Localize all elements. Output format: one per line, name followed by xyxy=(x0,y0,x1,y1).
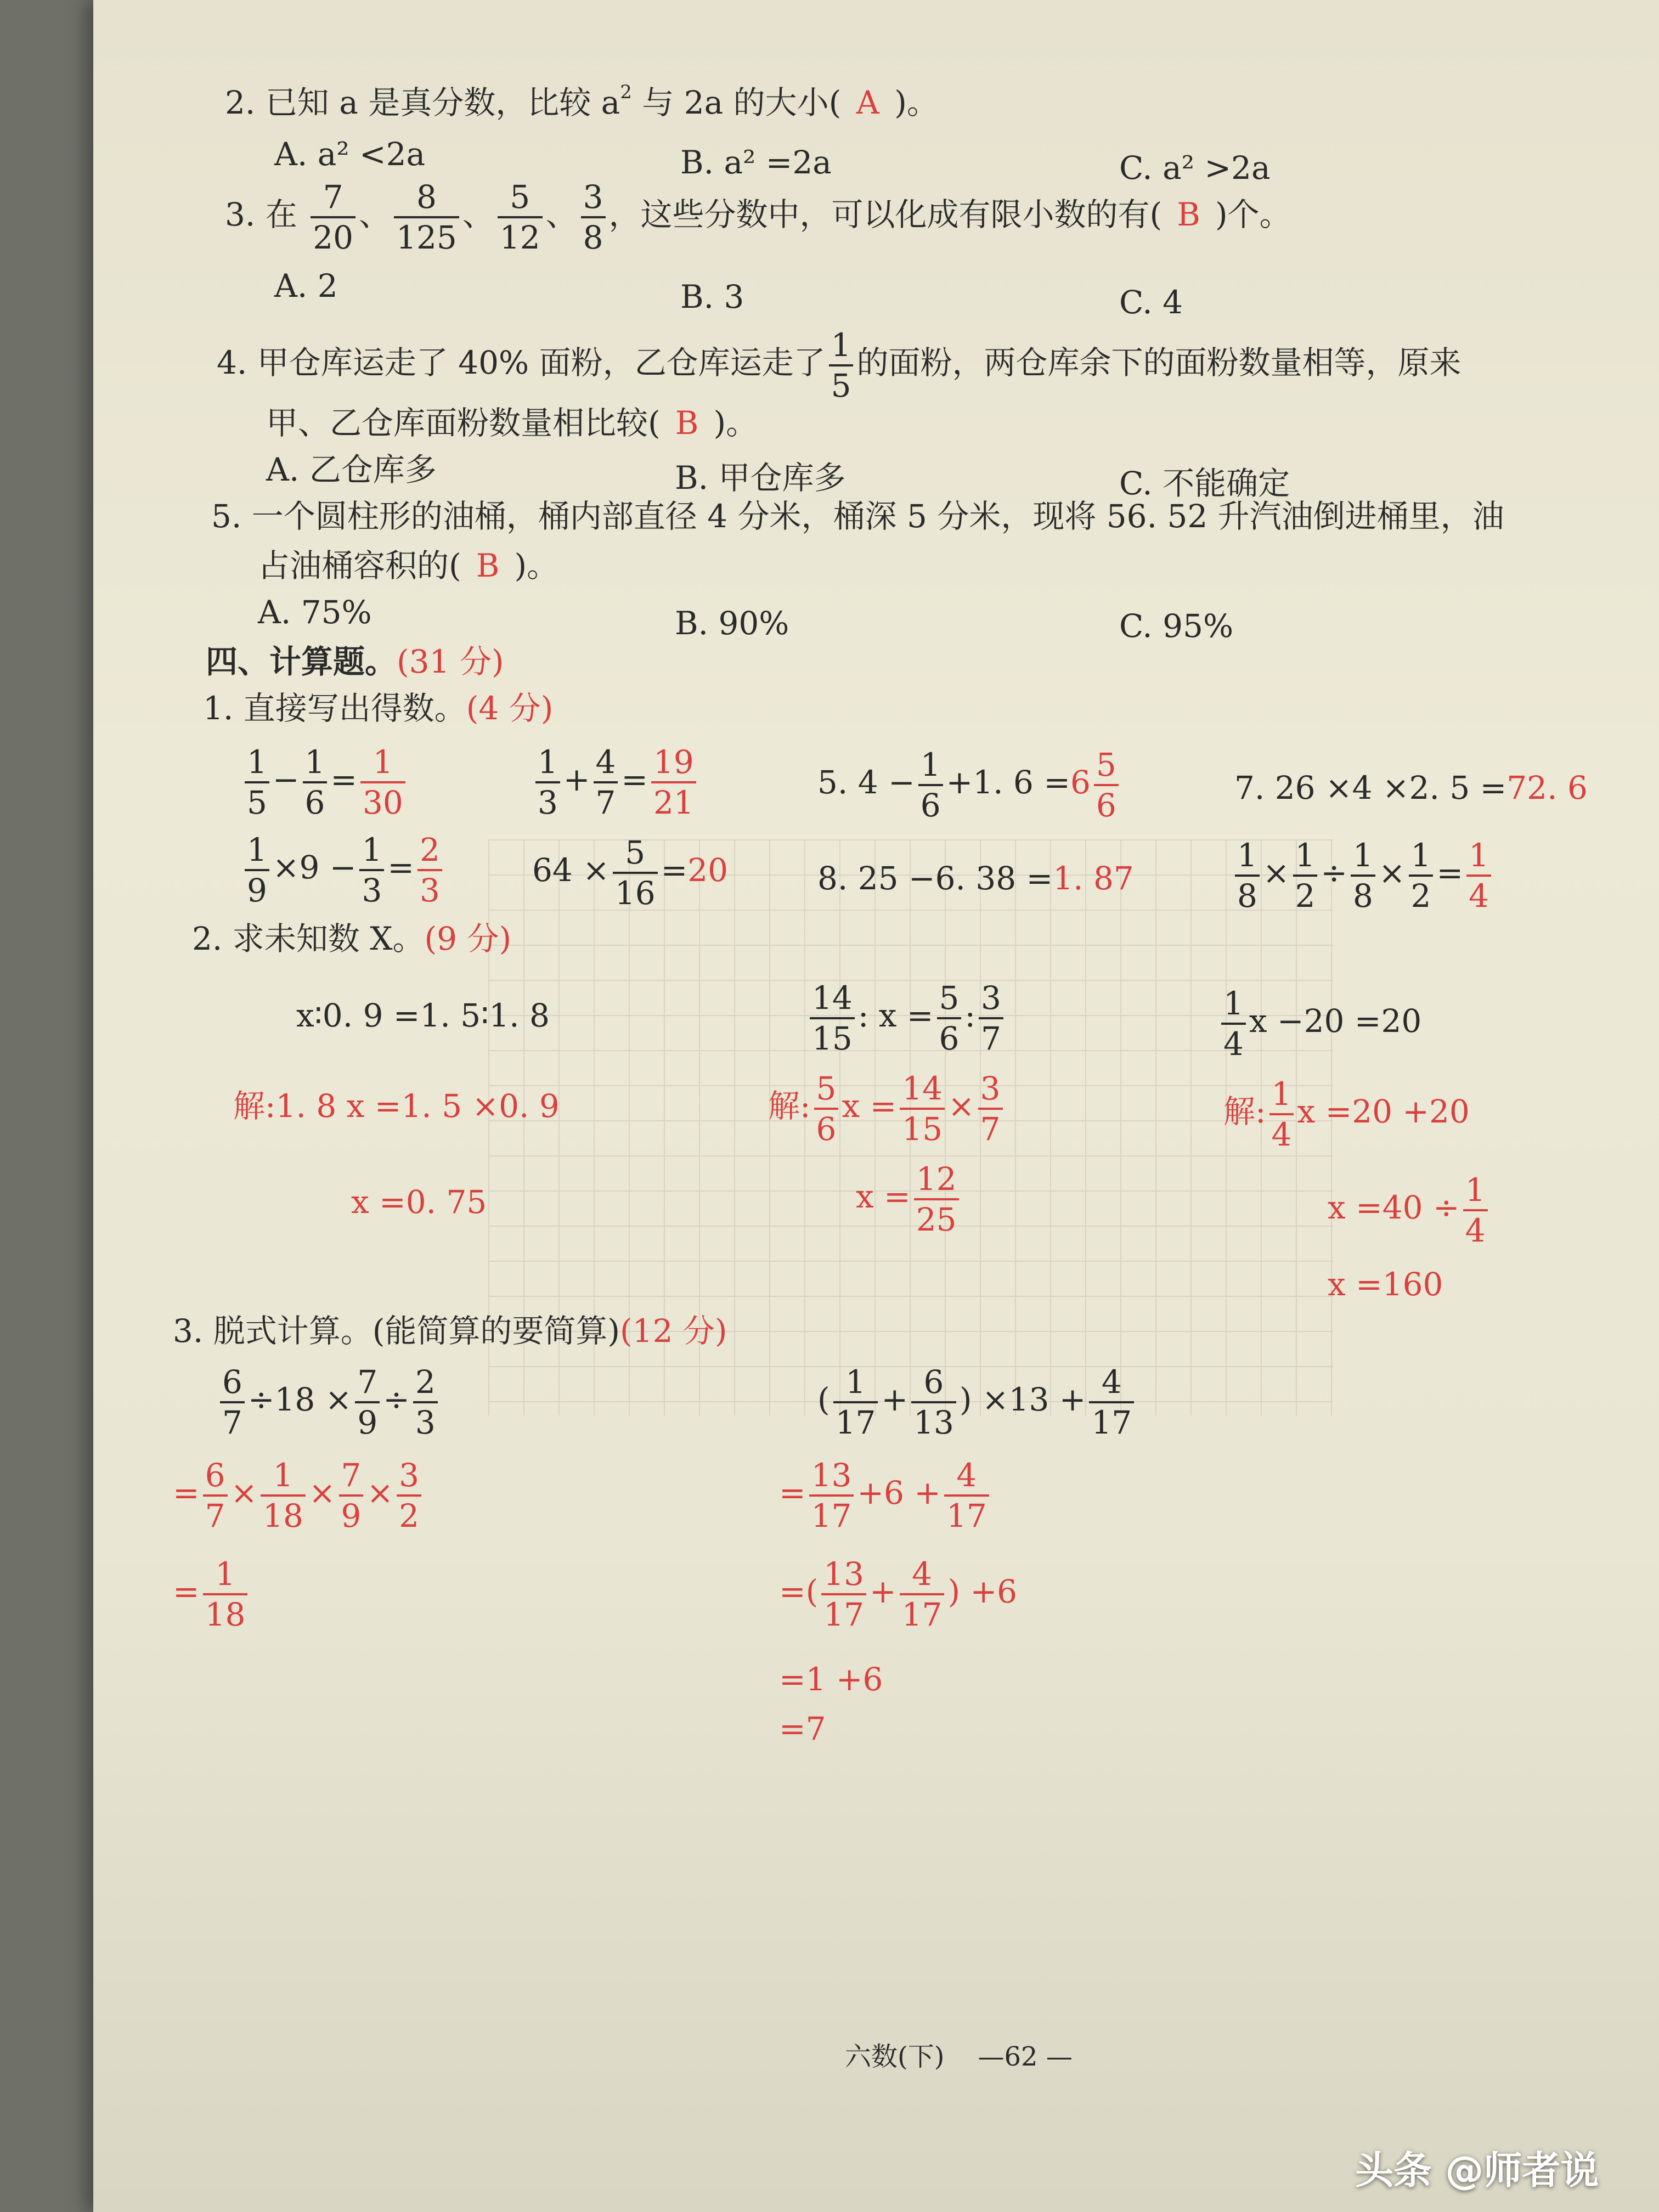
q5-option-c: C. 95% xyxy=(1119,607,1234,645)
q2-option-c: C. a² >2a xyxy=(1119,149,1271,187)
section-4-heading: 四、计算题。(31 分) xyxy=(206,643,504,680)
q5-option-b: B. 90% xyxy=(675,605,789,642)
page-number: —62 — xyxy=(978,2041,1073,2072)
calc-1-5: $\frac{1}{9}$ ×9 − $\frac{1}{3}$ = $\frac{2}{3}$ xyxy=(241,834,445,906)
q4-option-b: B. 甲仓库多 xyxy=(675,459,846,496)
question-5-line2: 占油桶容积的( B )。 xyxy=(258,547,559,584)
q3-option-a: A. 2 xyxy=(274,267,338,304)
calc-1-3: 5. 4 − $\frac{1}{6}$ +1. 6 =6 $\frac{5}{6}$ xyxy=(817,749,1122,821)
question-4-line2: 甲、乙仓库面粉数量相比较( B )。 xyxy=(266,404,758,442)
expr-3a-step1: = $\frac{6}{7}$ × $\frac{1}{18}$ × $\frac{7}{9}$ × $\frac{3}{2}$ xyxy=(173,1459,425,1532)
calc-1-6: 64 × $\frac{5}{16}$ =20 xyxy=(532,834,729,912)
expr-3b-step2: =( $\frac{13}{17}$ + $\frac{4}{17}$ ) +6 xyxy=(779,1555,1018,1633)
expr-3b-step4: =7 xyxy=(779,1710,826,1747)
eq-2a-step2: x =0. 75 xyxy=(351,1183,487,1221)
q2-option-b: B. a² =2a xyxy=(680,144,832,181)
calc-1-1: $\frac{1}{5}$ − $\frac{1}{6}$ = $\frac{1}{30}$ xyxy=(241,746,409,819)
question-5: 5. 一个圆柱形的油桶，桶内部直径 4 分米，桶深 5 分米，现将 56. 52 升汽油倒进桶里，油 xyxy=(211,498,1504,535)
worksheet-page xyxy=(93,0,1659,2212)
eq-2c-step1: 解: $\frac{1}{4}$ x =20 +20 xyxy=(1223,1075,1470,1153)
eq-2a: x∶0. 9 =1. 5∶1. 8 xyxy=(296,997,550,1034)
eq-2c-step2: x =40 ÷ $\frac{1}{4}$ xyxy=(1328,1174,1491,1246)
eq-2b: $\frac{14}{15}$ : x = $\frac{5}{6}$ : $\frac{3}{7}$ xyxy=(806,982,1007,1054)
watermark: 头条 @师者说 xyxy=(1355,2148,1599,2193)
question-4: 4. 甲仓库运走了 40% 面粉，乙仓库运走了 $\frac{1}{5}$ 的面粉，两仓库余下的面粉数量相等，原来 xyxy=(217,326,1462,404)
q3-option-b: B. 3 xyxy=(680,278,744,315)
calc-1-2: $\frac{1}{3}$ + $\frac{4}{7}$ = $\frac{19}{21}$ xyxy=(532,746,699,819)
answer-q3: B xyxy=(1177,196,1200,234)
q3-option-c: C. 4 xyxy=(1119,284,1183,321)
answer-q2: A xyxy=(856,84,879,121)
footer-label: 六数(下) xyxy=(845,2041,945,2072)
q4-option-a: A. 乙仓库多 xyxy=(266,451,437,488)
calc-1-4: 7. 26 ×4 ×2. 5 =72. 6 xyxy=(1234,769,1588,806)
calc-1-7: 8. 25 −6. 38 =1. 87 xyxy=(817,860,1134,897)
page-footer xyxy=(845,2035,1073,2073)
eq-2a-step1: 解:1. 8 x =1. 5 ×0. 9 xyxy=(233,1087,560,1125)
eq-2c-step3: x =160 xyxy=(1328,1266,1443,1303)
expr-3a: $\frac{6}{7}$ ÷18 × $\frac{7}{9}$ ÷ $\frac{2}{3}$ xyxy=(217,1366,441,1438)
q4-option-c: C. 不能确定 xyxy=(1119,465,1290,502)
part-2-heading: 2. 求未知数 X。(9 分) xyxy=(192,920,512,957)
answer-q5: B xyxy=(476,547,500,584)
question-2: 2. 已知 a 是真分数，比较 $a^2$ 与 2a 的大小( A )。 xyxy=(225,81,939,121)
calc-1-8: $\frac{1}{8}$ × $\frac{1}{2}$ ÷ $\frac{1}{8}$ × $\frac{1}{2}$ = $\frac{1}{4}$ xyxy=(1232,839,1494,912)
part-1-heading: 1. 直接写出得数。(4 分) xyxy=(203,690,554,727)
eq-2c: $\frac{1}{4}$ x −20 =20 xyxy=(1218,988,1421,1060)
expr-3b-step1: = $\frac{13}{17}$ +6 + $\frac{4}{17}$ xyxy=(779,1459,992,1532)
q5-option-a: A. 75% xyxy=(258,594,372,631)
eq-2b-step1: 解: $\frac{5}{6}$ x = $\frac{14}{15}$ × $\frac{3}{7}$ xyxy=(768,1073,1006,1145)
part-3-heading: 3. 脱式计算。(能简算的要简算)(12 分) xyxy=(173,1312,727,1350)
expr-3b: ( $\frac{1}{17}$ + $\frac{6}{13}$ ) ×13 + $\frac{4}{17}$ xyxy=(817,1366,1137,1438)
expr-3a-step2: = $\frac{1}{18}$ xyxy=(173,1558,251,1630)
question-3: 3. 在 $\frac{7}{20}$ 、 $\frac{8}{125}$ 、 $\frac{5}{12}$ 、 $\frac{3}{8}$ ，这些分数中，可以化成有限小数的有( B )个。 xyxy=(225,178,1291,256)
answer-q4: B xyxy=(675,404,699,442)
eq-2b-step2: x = $\frac{12}{25}$ xyxy=(856,1163,962,1235)
q2-option-a: A. a² <2a xyxy=(274,136,426,173)
expr-3b-step3: =1 +6 xyxy=(779,1661,883,1698)
